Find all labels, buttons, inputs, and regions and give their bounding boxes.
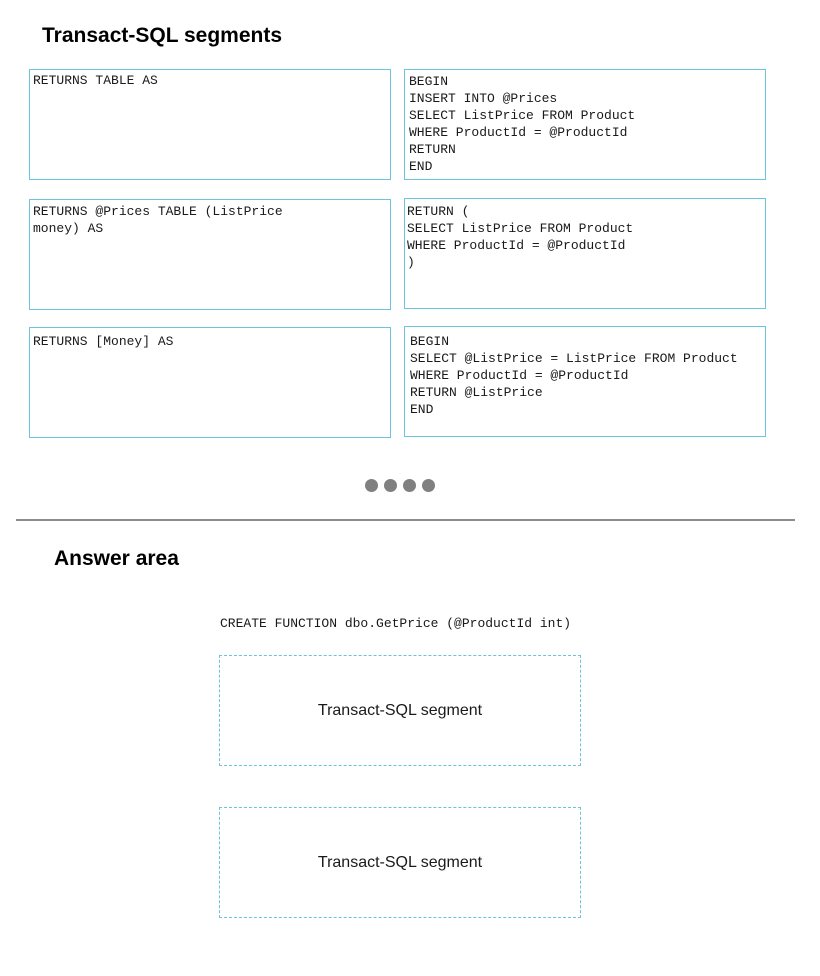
- sql-segment-begin-insert[interactable]: [404, 69, 766, 180]
- section-divider: [16, 519, 795, 521]
- sql-segment-code: BEGIN SELECT @ListPrice = ListPrice FROM Product WHERE ProductId = @ProductId RETURN @ListPrice END: [410, 334, 738, 417]
- pager-dot-3[interactable]: [403, 479, 416, 492]
- sql-segment-code: RETURN ( SELECT ListPrice FROM Product WHERE ProductId = @ProductId ): [407, 204, 634, 270]
- pager-dot-4[interactable]: [422, 479, 435, 492]
- drop-target-placeholder: Transact-SQL segment: [317, 853, 483, 871]
- sql-segment-code: RETURNS @Prices TABLE (ListPrice money) AS: [33, 204, 283, 236]
- sql-segment-code: RETURNS [Money] AS: [33, 334, 174, 349]
- answer-area-heading: Answer area: [54, 547, 179, 570]
- pager: [365, 479, 435, 492]
- answer-drop-target-1[interactable]: [219, 655, 581, 766]
- pager-dot-2[interactable]: [384, 479, 397, 492]
- pager-dot-1[interactable]: [365, 479, 378, 492]
- answer-drop-target-2[interactable]: [219, 807, 581, 918]
- sql-segment-code: BEGIN INSERT INTO @Prices SELECT ListPrice FROM Product WHERE ProductId = @ProductId RETURN END: [409, 74, 636, 174]
- drop-target-placeholder: Transact-SQL segment: [317, 701, 483, 719]
- segments-heading: Transact-SQL segments: [42, 24, 283, 47]
- sql-segment-return-select[interactable]: [404, 198, 766, 309]
- function-signature: CREATE FUNCTION dbo.GetPrice (@ProductId int): [220, 616, 572, 631]
- sql-segment-code: RETURNS TABLE AS: [33, 73, 158, 88]
- sql-segment-returns-prices-table[interactable]: [29, 199, 391, 310]
- sql-segment-returns-table[interactable]: [29, 69, 391, 180]
- sql-segment-returns-money[interactable]: [29, 327, 391, 438]
- sql-segment-begin-select-listprice[interactable]: [404, 326, 766, 437]
